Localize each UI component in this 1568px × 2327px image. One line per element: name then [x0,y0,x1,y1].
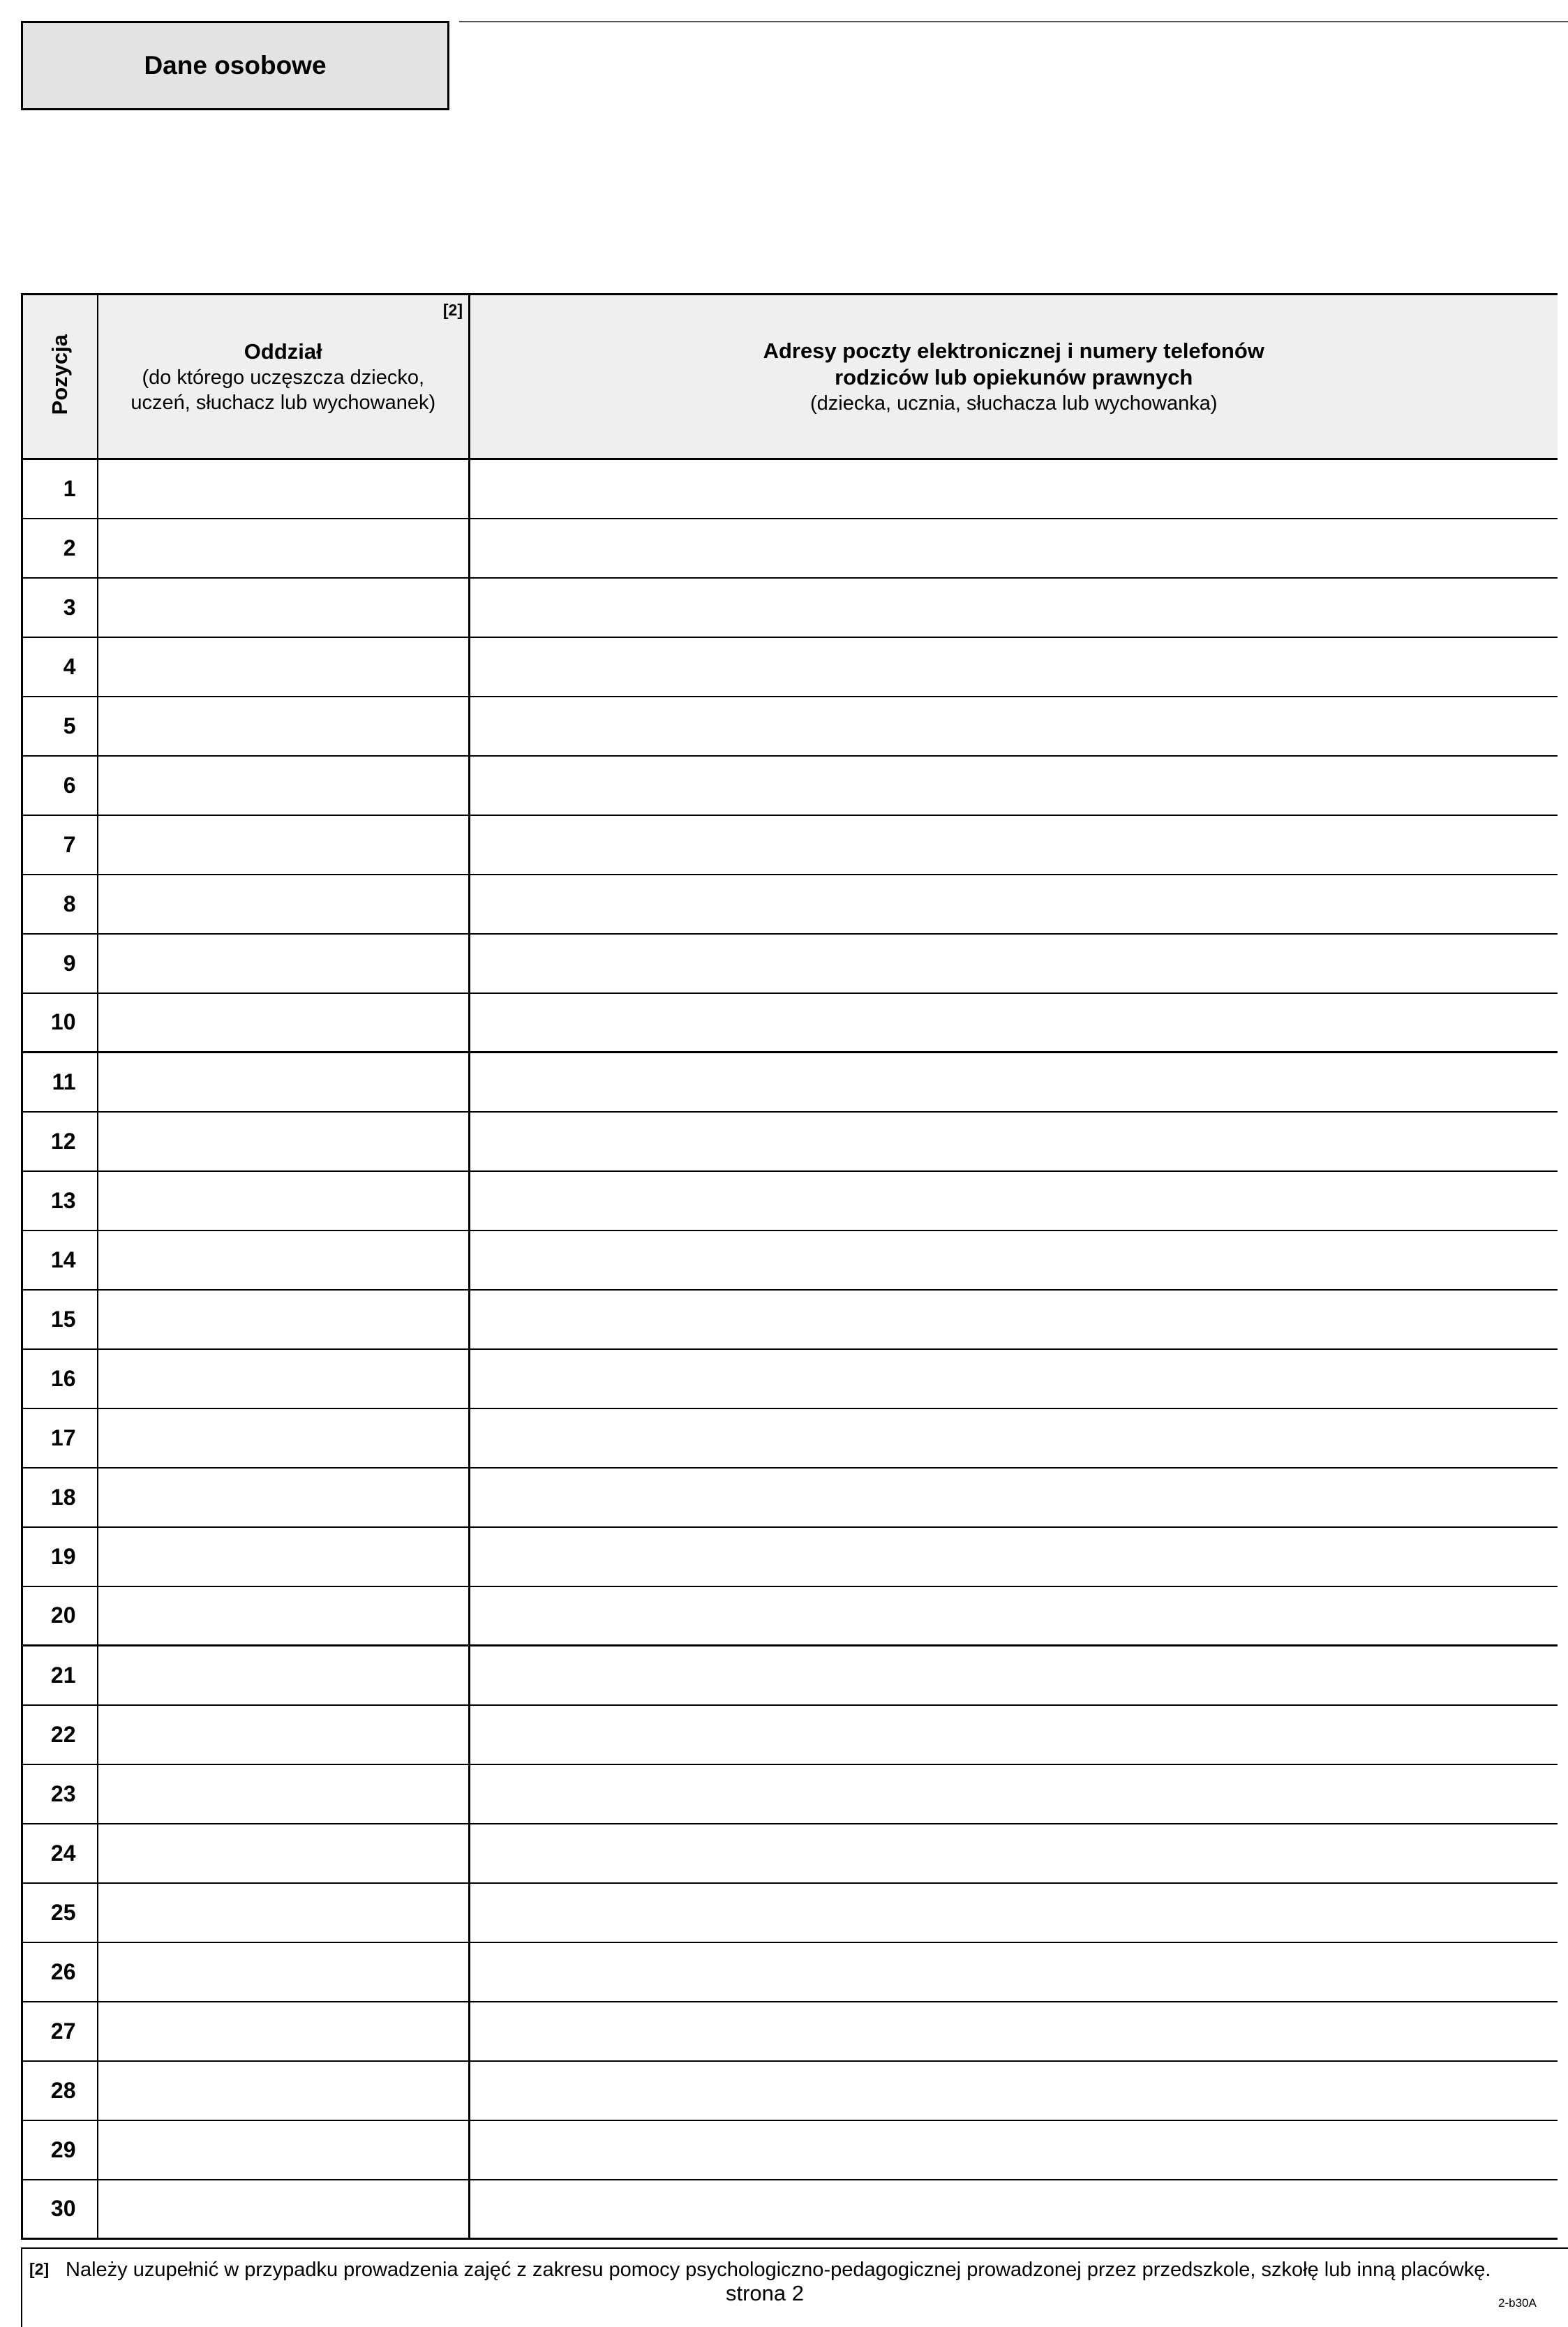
contact-cell[interactable] [470,1468,1558,1527]
division-cell[interactable] [98,1586,470,1646]
contact-cell[interactable] [470,2180,1558,2239]
division-cell[interactable] [98,815,470,875]
top-rule [459,21,1568,22]
row-position-number: 28 [22,2061,98,2120]
contact-cell[interactable] [470,815,1558,875]
contact-cell[interactable] [470,697,1558,756]
table-row [22,2120,1558,2180]
header-position-label: Pozycja [47,334,72,415]
row-position-number: 6 [22,756,98,815]
footnote-mark: [2] [29,2260,50,2278]
table-row [22,1053,1558,1112]
table-row [22,756,1558,815]
header-contacts-title-1: Adresy poczty elektronicznej i numery telefonów [763,338,1264,363]
table-row [22,1290,1558,1349]
table-row [22,1705,1558,1764]
row-position-number: 10 [22,993,98,1053]
contact-cell[interactable] [470,1646,1558,1705]
division-cell[interactable] [98,875,470,934]
division-cell[interactable] [98,1112,470,1171]
division-cell[interactable] [98,1408,470,1468]
form-code: 2-b30A [1498,2296,1537,2310]
row-position-number: 22 [22,1705,98,1764]
division-cell[interactable] [98,1824,470,1883]
division-cell[interactable] [98,1231,470,1290]
table-row [22,1883,1558,1942]
table-row [22,1764,1558,1824]
contact-cell[interactable] [470,1053,1558,1112]
division-cell[interactable] [98,1349,470,1408]
table-row [22,1112,1558,1171]
table-row [22,1942,1558,2002]
contact-cell[interactable] [470,1764,1558,1824]
row-position-number: 29 [22,2120,98,2180]
contact-cell[interactable] [470,1824,1558,1883]
table-row [22,1468,1558,1527]
division-cell[interactable] [98,1171,470,1231]
row-position-number: 2 [22,519,98,578]
table-row [22,1646,1558,1705]
contact-cell[interactable] [470,1290,1558,1349]
contact-cell[interactable] [470,993,1558,1053]
division-cell[interactable] [98,637,470,697]
division-cell[interactable] [98,1468,470,1527]
contact-table [21,293,1558,2240]
header-contacts-subtitle: (dziecka, ucznia, słuchacza lub wychowanka) [810,392,1218,415]
division-cell[interactable] [98,993,470,1053]
table-row [22,2180,1558,2239]
row-position-number: 13 [22,1171,98,1231]
row-position-number: 19 [22,1527,98,1586]
table-row [22,459,1558,519]
contact-cell[interactable] [470,578,1558,637]
division-cell[interactable] [98,519,470,578]
section-title-box [21,21,449,110]
table-row [22,934,1558,993]
table-body [22,459,1558,2239]
row-position-number: 23 [22,1764,98,1824]
section-title: Dane osobowe [144,51,327,80]
row-position-number: 3 [22,578,98,637]
table-row [22,1527,1558,1586]
table-row [22,993,1558,1053]
row-position-number: 16 [22,1349,98,1408]
division-cell[interactable] [98,1764,470,1824]
header-division [98,295,470,459]
contact-cell[interactable] [470,1408,1558,1468]
row-position-number: 25 [22,1883,98,1942]
row-position-number: 20 [22,1586,98,1646]
division-cell[interactable] [98,1290,470,1349]
table-row [22,1824,1558,1883]
row-position-number: 7 [22,815,98,875]
row-position-number: 8 [22,875,98,934]
contact-cell[interactable] [470,1112,1558,1171]
row-position-number: 11 [22,1053,98,1112]
contact-cell[interactable] [470,756,1558,815]
table-row [22,1408,1558,1468]
header-contacts [470,295,1558,459]
table-row [22,875,1558,934]
contact-cell[interactable] [470,875,1558,934]
table-row [22,519,1558,578]
division-cell[interactable] [98,2120,470,2180]
division-cell[interactable] [98,2180,470,2239]
division-cell[interactable] [98,2002,470,2061]
row-position-number: 5 [22,697,98,756]
division-cell[interactable] [98,1942,470,2002]
table-row [22,815,1558,875]
row-position-number: 15 [22,1290,98,1349]
contact-cell[interactable] [470,519,1558,578]
division-cell[interactable] [98,1053,470,1112]
contact-cell[interactable] [470,637,1558,697]
division-cell[interactable] [98,459,470,519]
table-row [22,578,1558,637]
table-row [22,2061,1558,2120]
division-cell[interactable] [98,1883,470,1942]
table-row [22,1349,1558,1408]
row-position-number: 14 [22,1231,98,1290]
contact-cell[interactable] [470,2061,1558,2120]
table-row [22,697,1558,756]
division-cell[interactable] [98,1705,470,1764]
row-position-number: 21 [22,1646,98,1705]
contact-cell[interactable] [470,1586,1558,1646]
row-position-number: 24 [22,1824,98,1883]
table-row [22,2002,1558,2061]
header-division-footnote-ref: [2] [442,301,463,319]
division-cell[interactable] [98,756,470,815]
contact-cell[interactable] [470,1527,1558,1586]
footnote-text: Należy uzupełnić w przypadku prowadzenia zajęć z zakresu pomocy psychologiczno-pedagogicznej prowadzonej przez przedszkole, szkołę lub inną placówkę. [66,2259,1491,2281]
header-division-title: Oddział [244,339,322,364]
contact-cell[interactable] [470,1942,1558,2002]
row-position-number: 26 [22,1942,98,2002]
division-cell[interactable] [98,578,470,637]
contact-cell[interactable] [470,1705,1558,1764]
division-cell[interactable] [98,934,470,993]
table-row [22,637,1558,697]
header-contacts-title-2: rodziców lub opiekunów prawnych [835,364,1193,389]
table-row [22,1171,1558,1231]
division-cell[interactable] [98,2061,470,2120]
row-position-number: 17 [22,1408,98,1468]
row-position-number: 4 [22,637,98,697]
contact-cell[interactable] [470,459,1558,519]
division-cell[interactable] [98,1646,470,1705]
table-row [22,1586,1558,1646]
contact-cell[interactable] [470,1171,1558,1231]
contact-cell[interactable] [470,1883,1558,1942]
row-position-number: 30 [22,2180,98,2239]
contact-cell[interactable] [470,1349,1558,1408]
contact-cell[interactable] [470,2120,1558,2180]
header-position [22,295,98,459]
table-header-row [22,295,1558,459]
header-division-subtitle-2: uczeń, słuchacz lub wychowanek) [130,391,436,414]
header-division-subtitle-1: (do którego uczęszcza dziecko, [142,366,425,389]
table-row [22,1231,1558,1290]
row-position-number: 9 [22,934,98,993]
row-position-number: 1 [22,459,98,519]
page-number: strona 2 [726,2281,805,2305]
contact-cell[interactable] [470,934,1558,993]
row-position-number: 18 [22,1468,98,1527]
contact-cell[interactable] [470,1231,1558,1290]
division-cell[interactable] [98,1527,470,1586]
contact-cell[interactable] [470,2002,1558,2061]
row-position-number: 12 [22,1112,98,1171]
row-position-number: 27 [22,2002,98,2061]
division-cell[interactable] [98,697,470,756]
